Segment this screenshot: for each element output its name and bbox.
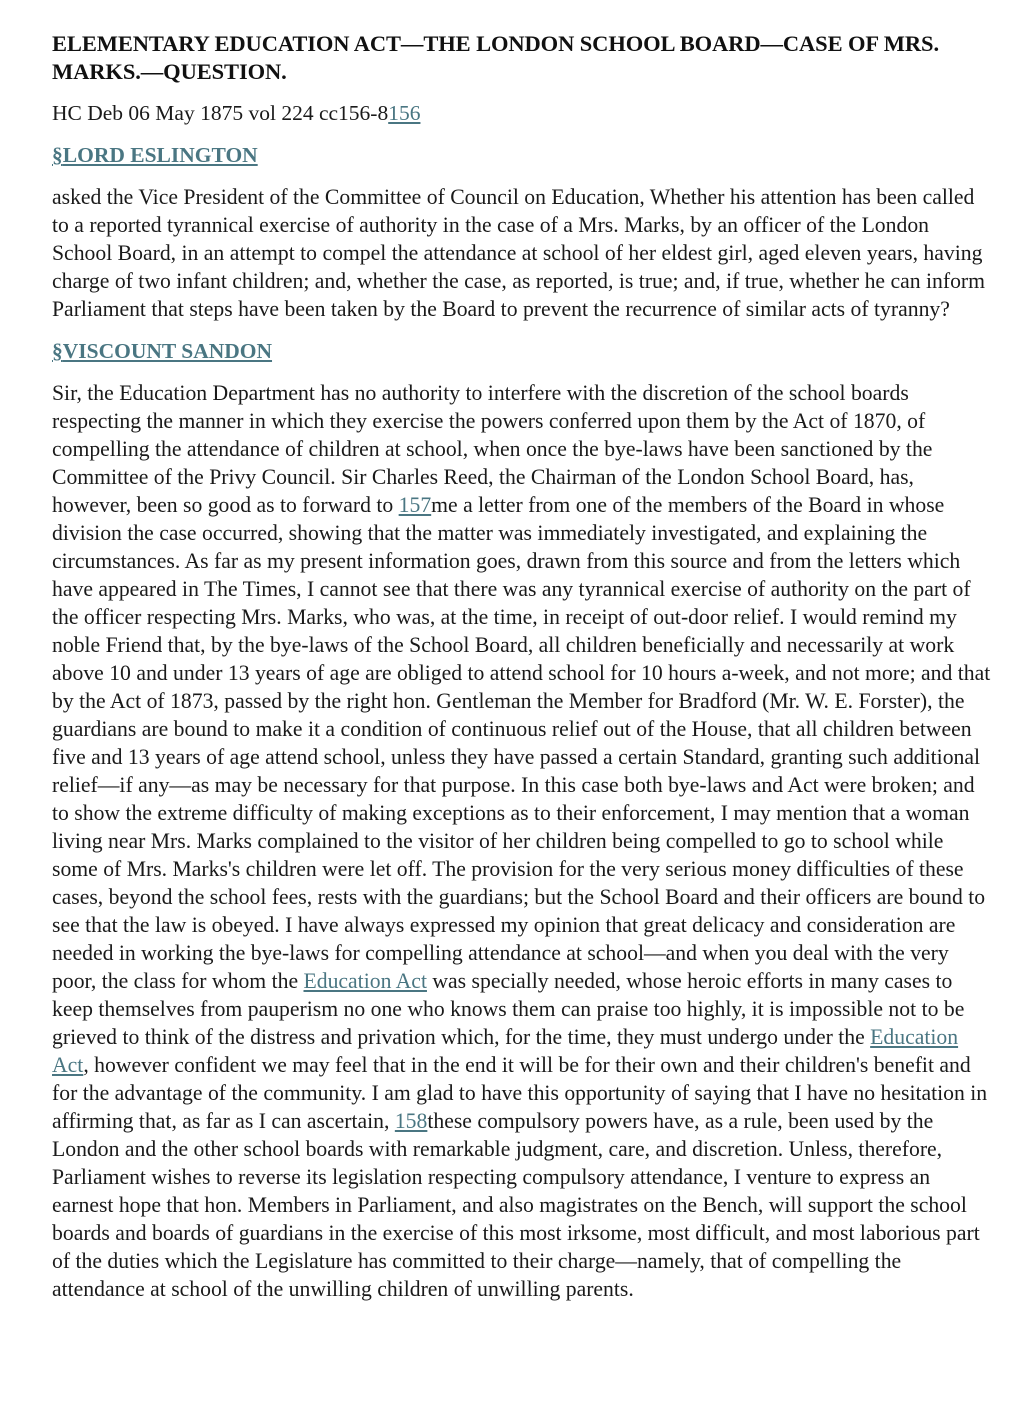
column-link-157[interactable]: 157 — [398, 493, 432, 517]
page-title: ELEMENTARY EDUCATION ACT—THE LONDON SCHOOL BOARD—CASE OF MRS. MARKS.—QUESTION. — [52, 31, 939, 84]
education-act-link[interactable]: Education Act — [52, 1025, 959, 1077]
speech-sandon — [52, 379, 992, 1303]
citation-text: HC Deb 06 May 1875 vol 224 cc156-8 — [52, 101, 389, 125]
speech-segment: these compulsory powers have, as a rule, been used by the London and the other school boards with remarkable judgment, care, and discretion. Unless, therefore, Parliament wishes to reverse its legislation respecting compulsory attendance, I venture to express an earnest hope that hon. Members in Parliament, and also magistrates on the Bench, will support the school boards and boards of guardians in the exercise of this most irksome, most difficult, and most laborious part of the duties which the Legislature has committed to their charge—namely, that of compelling the attendance at school of the unwilling children of unwilling parents. — [52, 1109, 980, 1301]
education-act-link[interactable]: Education Act — [303, 969, 427, 993]
speaker-link-eslington[interactable] — [52, 143, 258, 167]
debate-page — [52, 30, 992, 1317]
speaker-name: VISCOUNT SANDON — [62, 339, 273, 363]
speaker-link-sandon[interactable] — [52, 339, 272, 363]
column-link-158[interactable]: 158 — [394, 1109, 428, 1133]
citation — [52, 99, 992, 127]
speech-segment: me a letter from one of the members of the Board in whose division the case occurred, showing that the matter was immediately investigated, and explaining the circumstances. As far as my present information goes, drawn from this source and from the letters which have appeared in The Times, I cannot see that there was any tyrannical exercise of authority on the part of the officer respecting Mrs. Marks, who was, at the time, in receipt of out-door relief. I would remind my noble Friend that, by the bye-laws of the School Board, all children beneficially and necessarily at work above 10 and under 13 years of age are obliged to attend school for 10 hours a-week, and not more; and that by the Act of 1873, passed by the right hon. Gentleman the Member for Bradford (Mr. W. E. Forster), the guardians are bound to make it a condition of continuous relief out of the House, that all children between five and 13 years of age attend school, unless they have passed a certain Standard, granting such additional relief—if any—as may be necessary for that purpose. In this case both bye-laws and Act were broken; and to show the extreme difficulty of making exceptions as to their enforcement, I may mention that a woman living near Mrs. Marks complained to the visitor of her children being compelled to go to school while some of Mrs. Marks's children were let off. The provision for the very serious money difficulties of these cases, beyond the school fees, rests with the guardians; but the School Board and their officers are bound to see that the law is obeyed. I have always expressed my opinion that great delicacy and consideration are needed in working the bye-laws for compelling attendance at school—and when you deal with the very poor, the class for whom the — [52, 493, 991, 993]
column-link-156[interactable]: 156 — [388, 101, 421, 125]
speech-segment: Sir, the Education Department has no authority to interfere with the discretion of the school boards respecting the manner in which they exercise the powers conferred upon them by the Act of 1870, of compelling the attendance of children at school, when once the bye-laws have been sanctioned by the Committee of the Privy Council. Sir Charles Reed, the Chairman of the London School Board, has, however, been so good as to forward to — [52, 381, 933, 517]
section-mark: § — [52, 143, 63, 167]
speech-segment: , however confident we may feel that in the end it will be for their own and their children's benefit and for the advantage of the community. I am glad to have this opportunity of saying that I have no hesitation in affirming that, as far as I can ascertain, — [52, 1053, 988, 1133]
speaker-name: LORD ESLINGTON — [62, 143, 258, 167]
speech-segment: was specially needed, whose heroic efforts in many cases to keep themselves from pauperism no one who knows them can praise too highly, it is impossible not to be grieved to think of the distress and privation which, for the time, they must undergo under the — [52, 969, 965, 1049]
speech-eslington: asked the Vice President of the Committee of Council on Education, Whether his attention has been called to a reported tyrannical exercise of authority in the case of a Mrs. Marks, by an officer of the London School Board, in an attempt to compel the attendance at school of her eldest girl, aged eleven years, having charge of two infant children; and, whether the case, as reported, is true; and, if true, whether he can inform Parliament that steps have been taken by the Board to prevent the recurrence of similar acts of tyranny? — [52, 185, 986, 321]
speaker-heading-sandon — [52, 337, 992, 365]
speaker-heading-eslington — [52, 141, 992, 169]
section-mark: § — [52, 339, 63, 363]
